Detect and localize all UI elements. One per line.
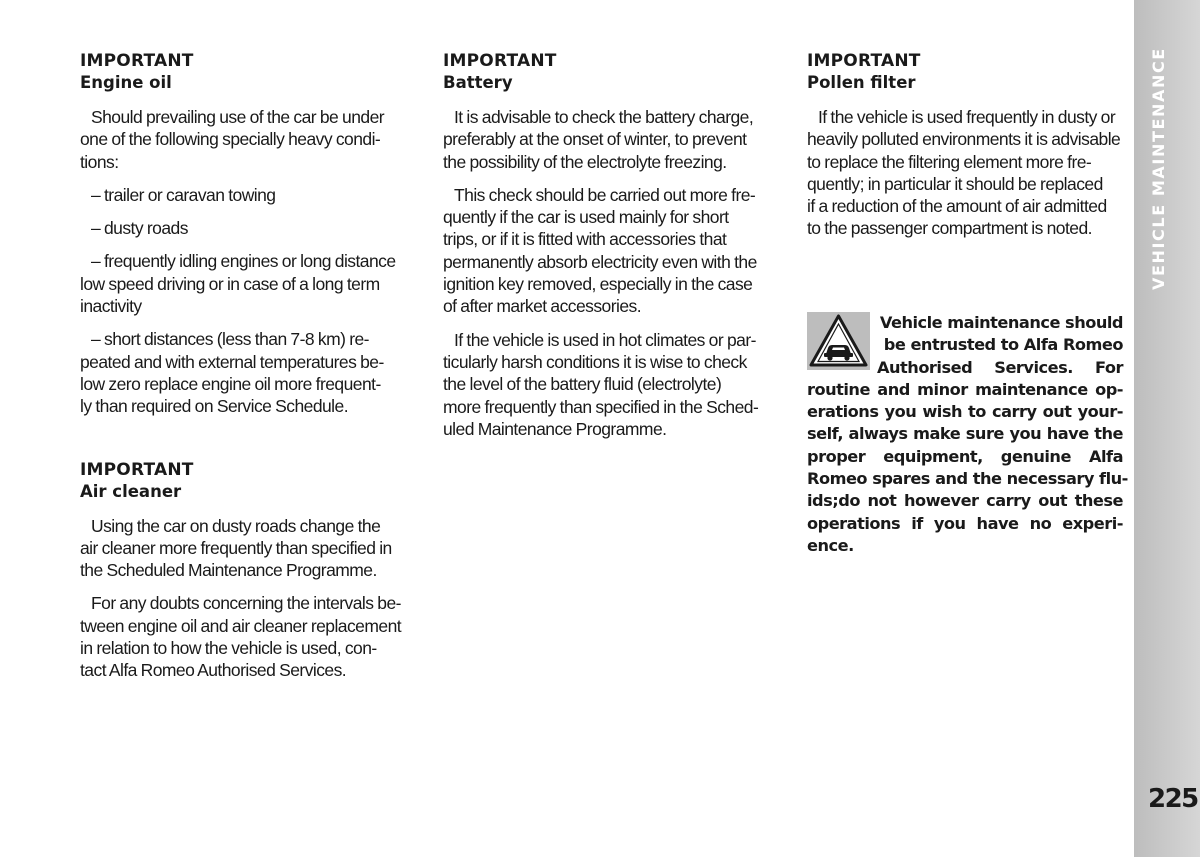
text-line: operations if you have no experi- xyxy=(807,513,1123,533)
text-line: tween engine oil and air cleaner replacement xyxy=(80,615,402,636)
text-line: low zero replace engine oil more frequent- xyxy=(80,373,381,394)
paragraph xyxy=(80,184,396,206)
section-engine-oil xyxy=(80,50,396,418)
text-line: in relation to how the vehicle is used, con- xyxy=(80,638,377,659)
section-air-cleaner xyxy=(80,459,402,682)
text-line: For any doubts concerning the intervals be- xyxy=(91,593,401,614)
car-warning-triangle-icon xyxy=(807,312,870,370)
text-line: erations you wish to carry out your- xyxy=(807,402,1123,422)
text-line: ence. xyxy=(807,535,854,555)
paragraph xyxy=(80,515,396,582)
text-line: – trailer or caravan towing xyxy=(91,184,276,205)
text-line: – short distances (less than 7-8 km) re- xyxy=(91,329,369,350)
text-line: ly than required on Service Schedule. xyxy=(80,396,349,417)
paragraph xyxy=(80,106,396,173)
text-line: Should prevailing use of the car be under xyxy=(91,107,385,127)
text-line: proper equipment, genuine Alfa xyxy=(807,446,1123,466)
paragraph xyxy=(443,106,759,173)
text-line: more frequently than specified in the Sched- xyxy=(443,396,759,417)
section-pollen-filter xyxy=(807,50,1123,240)
text-line: If the vehicle is used frequently in dusty or xyxy=(818,107,1116,127)
paragraph xyxy=(80,217,396,239)
paragraph xyxy=(80,250,396,317)
paragraph xyxy=(807,106,1123,240)
column-left xyxy=(80,50,402,693)
text-line: quently; in particular it should be replaced xyxy=(807,173,1103,194)
section-kicker: IMPORTANT xyxy=(80,459,194,480)
section-title: Engine oil xyxy=(80,73,172,92)
text-line: the possibility of the electrolyte freezing. xyxy=(443,151,727,172)
text-line: Vehicle maintenance should xyxy=(879,313,1123,332)
warning-box xyxy=(807,312,1128,557)
page-number: 225 xyxy=(1148,784,1198,814)
paragraph xyxy=(443,184,759,318)
text-line: low speed driving or in case of a long term xyxy=(80,273,380,294)
column-right xyxy=(807,50,1123,251)
chapter-label: VEHICLE MAINTENANCE xyxy=(1149,47,1168,290)
paragraph xyxy=(80,592,402,681)
text-line: one of the following specially heavy condi- xyxy=(80,129,381,150)
text-line: of after market accessories. xyxy=(443,296,642,317)
text-line: preferably at the onset of winter, to prevent xyxy=(443,129,747,150)
section-kicker: IMPORTANT xyxy=(807,51,921,71)
column-middle xyxy=(443,50,759,451)
text-line: to the passenger compartment is noted. xyxy=(807,218,1092,239)
text-line: trips, or if it is fitted with accessories that xyxy=(443,229,727,250)
text-line: Romeo spares and the necessary flu- xyxy=(807,469,1128,489)
text-line: uled Maintenance Programme. xyxy=(443,418,667,439)
text-line: – dusty roads xyxy=(91,218,188,239)
section-kicker: IMPORTANT xyxy=(443,51,557,71)
text-line: permanently absorb electricity even with the xyxy=(443,251,757,272)
text-line: – frequently idling engines or long distance xyxy=(91,251,396,272)
text-line: Using the car on dusty roads change the xyxy=(91,515,381,536)
text-line: be entrusted to Alfa Romeo xyxy=(883,335,1123,355)
text-line: the level of the battery fluid (electrolyte) xyxy=(443,374,722,395)
text-line: This check should be carried out more fre- xyxy=(454,184,756,205)
text-line: If the vehicle is used in hot climates or par- xyxy=(454,329,756,350)
section-title: Air cleaner xyxy=(80,481,182,501)
section-title: Battery xyxy=(443,73,513,92)
section-title: Pollen filter xyxy=(807,73,916,92)
text-line: ticularly harsh conditions it is wise to check xyxy=(443,351,747,372)
section-kicker: IMPORTANT xyxy=(80,51,194,71)
text-line: if a reduction of the amount of air admitted xyxy=(807,196,1107,217)
text-line: to replace the filtering element more fre- xyxy=(807,151,1092,172)
text-line: ids;do not however carry out these xyxy=(807,491,1123,511)
text-line: the Scheduled Maintenance Programme. xyxy=(80,560,377,581)
text-line: tact Alfa Romeo Authorised Services. xyxy=(80,660,347,681)
text-line: inactivity xyxy=(80,296,142,317)
text-line: tions: xyxy=(80,151,119,172)
text-line: routine and minor maintenance op- xyxy=(807,379,1123,399)
text-line: It is advisable to check the battery charge, xyxy=(454,107,754,127)
text-line: ignition key removed, especially in the case xyxy=(443,274,753,295)
text-line: Authorised Services. For xyxy=(877,357,1123,377)
section-battery xyxy=(443,50,759,440)
text-line: air cleaner more frequently than specified in xyxy=(80,537,392,558)
text-line: peated and with external temperatures be- xyxy=(80,351,384,372)
paragraph xyxy=(80,328,396,417)
paragraph xyxy=(443,329,759,440)
text-line: quently if the car is used mainly for short xyxy=(443,207,729,228)
text-line: self, always make sure you have the xyxy=(807,424,1123,444)
text-line: heavily polluted environments it is advisable xyxy=(807,129,1121,150)
